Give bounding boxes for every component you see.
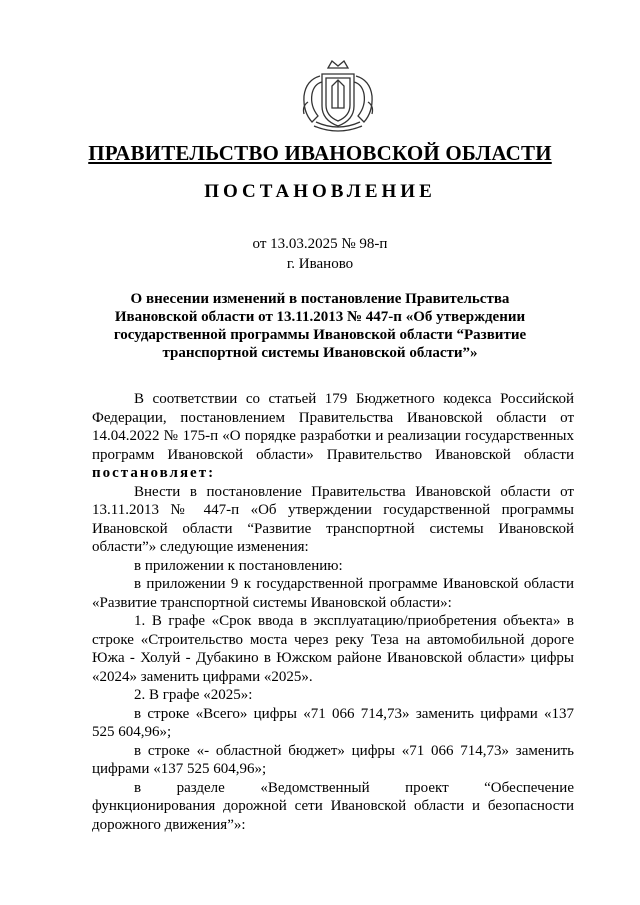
body-paragraph: в приложении 9 к государственной программе Ивановской области «Развитие транспортной системы Ивановской области»:: [92, 576, 574, 611]
document-type: ПОСТАНОВЛЕНИЕ: [204, 181, 436, 202]
document-body: [92, 390, 574, 834]
body-paragraph: Внести в постановление Правительства Ивановской области от 13.11.2013 № 447-п «Об утверждении государственной программы Ивановской области “Развитие транспортной системы Ивановской области”» следующие изменения:: [92, 483, 574, 555]
document-subject: О внесении изменений в постановление Правительства Ивановской области от 13.11.2013 № 447-п «Об утверждении государственной программы Ивановской области “Развитие транспортной системы Ивановской области”»: [113, 291, 527, 361]
decree-word: постановляет:: [92, 465, 216, 481]
body-paragraph: 1. В графе «Срок ввода в эксплуатацию/приобретения объекта» в строке «Строительство моста через реку Теза на автомобильной дороге Южа - Холуй - Дубакино в Южском районе Ивановской области» цифры «2024» заменить цифрами «2025».: [92, 613, 574, 685]
body-paragraph: 2. В графе «2025»:: [134, 687, 253, 703]
government-title: ПРАВИТЕЛЬСТВО ИВАНОВСКОЙ ОБЛАСТИ: [88, 141, 552, 165]
coat-of-arms-icon: [298, 58, 378, 136]
body-paragraph: в приложении к постановлению:: [134, 557, 343, 574]
document-date-number: от 13.03.2025 № 98-п: [252, 236, 388, 252]
body-paragraph: в строке «Всего» цифры «71 066 714,73» заменить цифрами «137 525 604,96»;: [92, 705, 574, 740]
intro-text: В соответствии со статьей 179 Бюджетного кодекса Российской Федерации, постановлением Правительства Ивановской области от 14.04.2022 № 175-п «О порядке разработки и реализации государственных программ Ивановской области» Правительство Ивановской области: [92, 391, 574, 463]
intro-paragraph: [92, 390, 574, 483]
body-paragraph: в разделе «Ведомственный проект “Обеспечение функционирования дорожной сети Ивановской области и безопасности дорожного движения”»:: [92, 779, 574, 833]
document-city: г. Иваново: [286, 256, 354, 272]
body-paragraph: в строке «- областной бюджет» цифры «71 066 714,73» заменить цифрами «137 525 604,96»;: [92, 742, 574, 777]
